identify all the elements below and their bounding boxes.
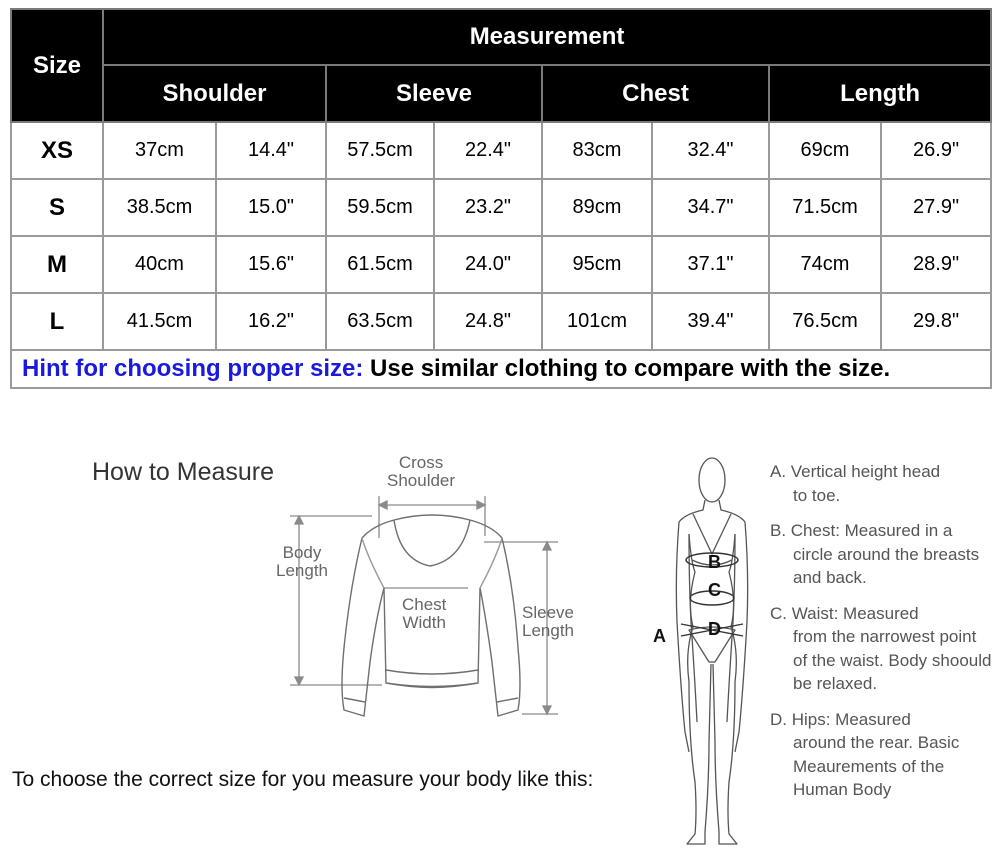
hint-label: Hint for choosing proper size: (22, 355, 364, 382)
sleeve-in: 24.0" (434, 236, 542, 293)
size-header: Size (11, 9, 103, 122)
length-in: 26.9" (881, 122, 991, 179)
sleeve-in: 23.2" (434, 179, 542, 236)
shoulder-in: 16.2" (216, 293, 326, 350)
length-cm: 71.5cm (769, 179, 881, 236)
table-row (11, 293, 991, 350)
figure-label-c: C (708, 580, 721, 600)
sleeve-in: 24.8" (434, 293, 542, 350)
length-in: 29.8" (881, 293, 991, 350)
chest-in: 37.1" (652, 236, 769, 293)
length-header: Length (769, 65, 991, 122)
human-body-figure (645, 452, 760, 857)
shoulder-header: Shoulder (103, 65, 326, 122)
table-row (11, 236, 991, 293)
chest-in: 39.4" (652, 293, 769, 350)
size-hint (11, 350, 991, 388)
figure-label-a: A (653, 626, 666, 646)
sleeve-cm: 63.5cm (326, 293, 434, 350)
length-cm: 76.5cm (769, 293, 881, 350)
hint-text: Use similar clothing to compare with the size. (363, 355, 891, 382)
measurement-header: Measurement (103, 9, 991, 65)
shoulder-cm: 41.5cm (103, 293, 216, 350)
sleeve-cm: 59.5cm (326, 179, 434, 236)
chest-cm: 89cm (542, 179, 652, 236)
sleeve-cm: 57.5cm (326, 122, 434, 179)
shoulder-in: 15.6" (216, 236, 326, 293)
length-cm: 69cm (769, 122, 881, 179)
length-in: 27.9" (881, 179, 991, 236)
shoulder-cm: 38.5cm (103, 179, 216, 236)
sleeve-header: Sleeve (326, 65, 542, 122)
size-chart-table (10, 8, 992, 389)
length-cm: 74cm (769, 236, 881, 293)
figure-label-d: D (708, 619, 721, 639)
sleeve-cm: 61.5cm (326, 236, 434, 293)
cross-shoulder-label: Cross Shoulder (387, 453, 456, 490)
chest-width-label: Chest Width (402, 595, 447, 632)
sleeve-in: 22.4" (434, 122, 542, 179)
size-cell: M (11, 236, 103, 293)
note-d: D. Hips: Measured around the rear. Basic Meaurements of the Human Body (770, 709, 960, 799)
note-a: A. Vertical height head to toe. (770, 462, 941, 505)
garment-measure-diagram (272, 448, 592, 726)
table-row (11, 179, 991, 236)
shoulder-in: 15.0" (216, 179, 326, 236)
body-length-label: Body Length (276, 543, 328, 580)
chest-cm: 83cm (542, 122, 652, 179)
body-outline-illustration (645, 452, 760, 857)
shoulder-cm: 40cm (103, 236, 216, 293)
chest-cm: 101cm (542, 293, 652, 350)
note-c: C. Waist: Measured from the narrowest point of the waist. Body shoould be relaxed. (770, 603, 992, 693)
note-b: B. Chest: Measured in a circle around the breasts and back. (770, 521, 980, 587)
size-cell: L (11, 293, 103, 350)
size-cell: XS (11, 122, 103, 179)
chest-in: 32.4" (652, 122, 769, 179)
measure-instruction: To choose the correct size for you measure your body like this: (12, 768, 594, 791)
shoulder-in: 14.4" (216, 122, 326, 179)
figure-label-b: B (708, 552, 721, 572)
sleeve-length-label: Sleeve Length (522, 603, 574, 640)
table-row (11, 122, 991, 179)
measurement-notes (770, 460, 995, 814)
chest-in: 34.7" (652, 179, 769, 236)
chest-header: Chest (542, 65, 769, 122)
size-cell: S (11, 179, 103, 236)
length-in: 28.9" (881, 236, 991, 293)
how-to-measure-title: How to Measure (92, 458, 275, 486)
shoulder-cm: 37cm (103, 122, 216, 179)
chest-cm: 95cm (542, 236, 652, 293)
